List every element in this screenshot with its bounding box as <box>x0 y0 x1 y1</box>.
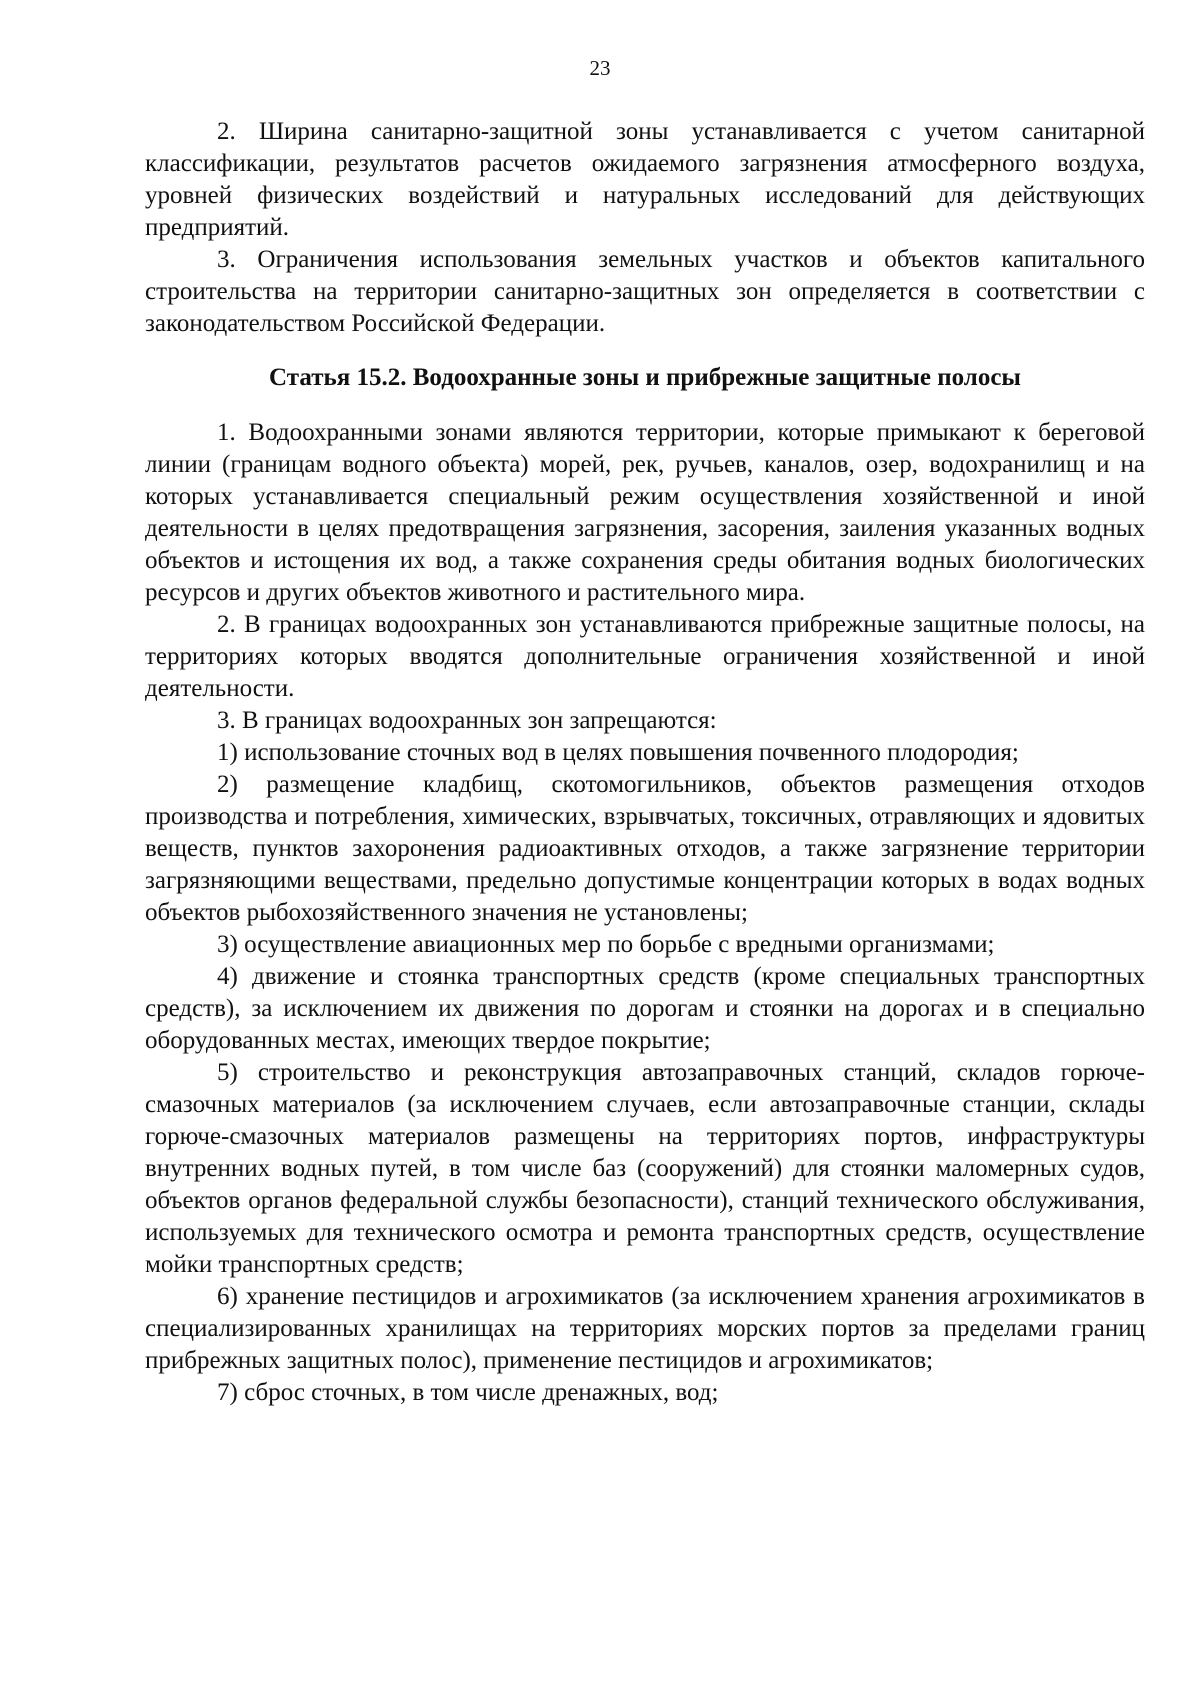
article-heading: Статья 15.2. Водоохранные зоны и прибрежные защитные полосы <box>269 364 1021 391</box>
paragraph-land-use-restrictions: 3. Ограничения использования земельных участков и объектов капитального строительства на территории санитарно-защитных зон определяется в соответствии с законодательством Российской Федерации. <box>145 246 1145 337</box>
list-item-3: 3) осуществление авиационных мер по борьбе с вредными организмами; <box>217 931 995 958</box>
list-item-7: 7) сброс сточных, в том числе дренажных, вод; <box>217 1379 719 1406</box>
list-item-5: 5) строительство и реконструкция автозаправочных станций, складов горюче-смазочных материалов (за исключением случаев, если автозаправочные станции, склады горюче-смазочных материалов размещены на территориях портов, инфраструктуры внутренних водных путей, в том числе баз (сооружений) для стоянки маломерных судов, объектов органов федеральной службы безопасности), станций технического обслуживания, используемых для технического осмотра и ремонта транспортных средств, осуществление мойки транспортных средств; <box>145 1059 1145 1278</box>
list-item-2: 2) размещение кладбищ, скотомогильников, объектов размещения отходов производства и потребления, химических, взрывчатых, токсичных, отравляющих и ядовитых веществ, пунктов захоронения радиоактивных отходов, а также загрязнение территории загрязняющими веществами, предельно допустимые концентрации которых в водах водных объектов рыбохозяйственного значения не установлены; <box>145 771 1145 926</box>
spacer <box>145 340 1145 362</box>
list-item-6: 6) хранение пестицидов и агрохимикатов (за исключением хранения агрохимикатов в специализированных хранилищах на территориях морских портов за пределами границ прибрежных защитных полос), применение пестицидов и агрохимикатов; <box>145 1283 1145 1374</box>
paragraph-sanitary-zone-width: 2. Ширина санитарно-защитной зоны устанавливается с учетом санитарной классификации, результатов расчетов ожидаемого загрязнения атмосферного воздуха, уровней физических воздействий и натуральных исследований для действующих предприятий. <box>145 118 1145 241</box>
paragraph-coastal-protective-strips: 2. В границах водоохранных зон устанавливаются прибрежные защитные полосы, на территориях которых вводятся дополнительные ограничения хозяйственной и иной деятельности. <box>145 611 1145 702</box>
page-number: 23 <box>589 56 611 80</box>
document-body <box>145 116 1145 1409</box>
paragraph-prohibitions-intro: 3. В границах водоохранных зон запрещаются: <box>217 707 717 734</box>
spacer <box>145 394 1145 417</box>
list-item-4: 4) движение и стоянка транспортных средств (кроме специальных транспортных средств), за исключением их движения по дорогам и стоянки на дорогах и в специально оборудованных местах, имеющих твердое покрытие; <box>145 963 1145 1054</box>
paragraph-water-protection-zones-definition: 1. Водоохранными зонами являются территории, которые примыкают к береговой линии (границам водного объекта) морей, рек, ручьев, каналов, озер, водохранилищ и на которых устанавливается специальный режим осуществления хозяйственной и иной деятельности в целях предотвращения загрязнения, засорения, заиления указанных водных объектов и истощения их вод, а также сохранения среды обитания водных биологических ресурсов и других объектов животного и растительного мира. <box>145 419 1145 606</box>
list-item-1: 1) использование сточных вод в целях повышения почвенного плодородия; <box>217 739 1019 766</box>
